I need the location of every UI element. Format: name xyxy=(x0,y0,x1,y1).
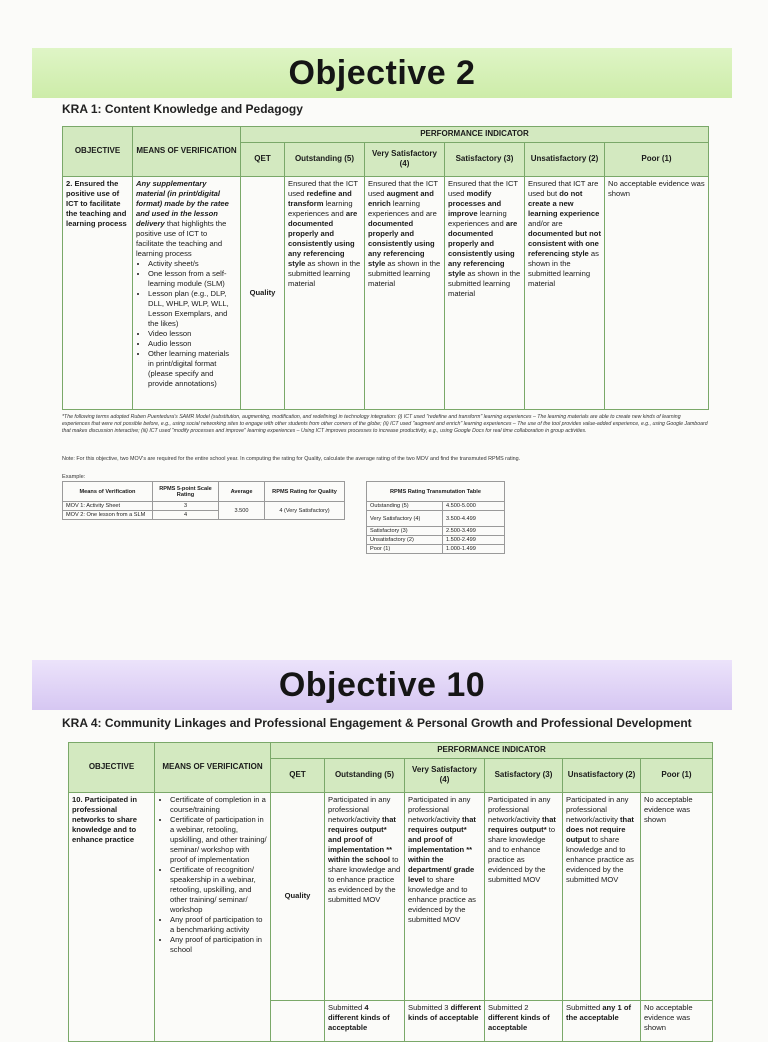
header-performance-indicator: PERFORMANCE INDICATOR xyxy=(241,127,709,143)
kra-4-heading: KRA 4: Community Linkages and Professional Engagement & Personal Growth and Professional Development xyxy=(62,716,692,730)
example-mov: MOV 2: One lesson from a SLM xyxy=(63,511,153,520)
example-header: RPMS 5-point Scale Rating xyxy=(153,482,219,502)
list-item: • Video lesson xyxy=(148,329,237,339)
transmutation-title: RPMS Rating Transmutation Table xyxy=(367,482,505,502)
cell-unsatisfactory-efficiency: Submitted any 1 of the acceptable xyxy=(563,1000,641,1041)
mov-lead-rest: that highlights the positive use of ICT to facilitate the teaching and learning process xyxy=(136,218,227,258)
transmutation-range: 2.500-3.499 xyxy=(443,527,505,536)
qet-quality: Quality xyxy=(241,176,285,409)
cell-poor: No acceptable evidence was shown xyxy=(605,176,709,409)
mov-lead: Any supplementary material (in print/digital format) made by the ratee and used in the lesson delivery xyxy=(136,178,229,228)
list-item: • One lesson from a self-learning module (SLM) xyxy=(148,269,237,289)
transmutation-label: Poor (1) xyxy=(367,545,443,554)
header-qet: QET xyxy=(241,142,285,176)
cell-outstanding: Participated in any professional network/activity that requires output* and proof of implementation ** within the school to share knowledge and to enhance practice as evidenced by the submitted MOV xyxy=(325,792,405,1000)
header-unsatisfactory: Unsatisfactory (2) xyxy=(563,758,641,792)
cell-very-satisfactory: Ensured that the ICT used augment and enrich learning experiences and are documented properly and consistently using any referencing style as shown in the submitted learning material xyxy=(365,176,445,409)
cell-poor: No acceptable evidence was shown xyxy=(641,792,713,1000)
header-satisfactory: Satisfactory (3) xyxy=(485,758,563,792)
header-outstanding: Outstanding (5) xyxy=(325,758,405,792)
means-of-verification xyxy=(155,792,271,1041)
cell-satisfactory: Ensured that the ICT used modify processes and improve learning experiences and are documented properly and consistently using any referencing style as shown in the submitted learning material xyxy=(445,176,525,409)
transmutation-label: Satisfactory (3) xyxy=(367,527,443,536)
objective-10-page xyxy=(0,660,768,1032)
objective-2-page xyxy=(0,48,768,552)
transmutation-table xyxy=(366,481,505,554)
example-quality: 4 (Very Satisfactory) xyxy=(265,502,345,520)
cell-outstanding-efficiency: Submitted 4 different kinds of acceptable xyxy=(325,1000,405,1041)
header-means: MEANS OF VERIFICATION xyxy=(155,743,271,793)
objective-2-title: Objective 2 xyxy=(288,54,476,92)
header-satisfactory: Satisfactory (3) xyxy=(445,142,525,176)
objective-text: 10. Participated in professional networks to share knowledge and to enhance practice xyxy=(69,792,155,1041)
header-poor: Poor (1) xyxy=(641,758,713,792)
header-very-satisfactory: Very Satisfactory (4) xyxy=(405,758,485,792)
qet-empty xyxy=(271,1000,325,1041)
example-header: RPMS Rating for Quality xyxy=(265,482,345,502)
objective-2-banner xyxy=(32,48,732,98)
header-objective: OBJECTIVE xyxy=(63,127,133,177)
cell-satisfactory-efficiency: Submitted 2 different kinds of acceptable xyxy=(485,1000,563,1041)
mov-list xyxy=(158,795,267,955)
header-objective: OBJECTIVE xyxy=(69,743,155,793)
means-of-verification xyxy=(133,176,241,409)
samr-footnote: *The following terms adopted Ruben Puentedura's SAMR Model (substitution, augmenting, modification, and redefining) in technology integration: (i) ICT used "redefine and transform" learning experiences – The learning materials are able to create new kinds of learning experiences that were not possible before, e.g., using social networking sites to engage with other students from other corners of the globe; (ii) ICT used "augment and enrich" learning experiences – The use of the tool provides value-added experience, e.g., using Google Jamboard that makes discussion interactive; (iii) ICT used "modify processes and improve" learning experiences – Using ICT improves processes to increase productivity, e.g., using Google Docs for real time collaboration in group activities. xyxy=(62,414,708,435)
list-item: • Any proof of participation to a benchmarking activity xyxy=(170,915,267,935)
cell-outstanding: Ensured that the ICT used redefine and transform learning experiences and are documented properly and consistently using any referencing style as shown in the submitted learning material xyxy=(285,176,365,409)
example-label: Example: xyxy=(62,474,86,480)
example-header: Means of Verification xyxy=(63,482,153,502)
kra-1-heading: KRA 1: Content Knowledge and Pedagogy xyxy=(62,102,303,116)
cell-unsatisfactory: Participated in any professional network/activity that does not require output to share knowledge and to enhance practice as evidenced by the submitted MOV xyxy=(563,792,641,1000)
example-header: Average xyxy=(219,482,265,502)
cell-very-satisfactory: Participated in any professional network/activity that requires output* and proof of implementation ** within the department/ grade level to share knowledge and to enhance practice as evidenced by the submitted MOV xyxy=(405,792,485,1000)
cell-satisfactory: Participated in any professional network/activity that requires output* to share knowledge and to enhance practice as evidenced by the submitted MOV xyxy=(485,792,563,1000)
cell-poor-efficiency: No acceptable evidence was shown xyxy=(641,1000,713,1041)
list-item: • Other learning materials in print/digital format (please specify and provide annotations) xyxy=(148,349,237,389)
transmutation-label: Unsatisfactory (2) xyxy=(367,536,443,545)
transmutation-label: Outstanding (5) xyxy=(367,502,443,511)
header-unsatisfactory: Unsatisfactory (2) xyxy=(525,142,605,176)
transmutation-range: 1.000-1.499 xyxy=(443,545,505,554)
example-mov: MOV 1: Activity Sheet xyxy=(63,502,153,511)
list-item: • Certificate of recognition/ speakership in a webinar, retooling, upskilling, and other training/ seminar/ workshop xyxy=(170,865,267,915)
list-item: • Any proof of participation in school xyxy=(170,935,267,955)
list-item: • Lesson plan (e.g., DLP, DLL, WHLP, WLP, WLL, Lesson Exemplars, and the likes) xyxy=(148,289,237,329)
list-item: • Audio lesson xyxy=(148,339,237,349)
objective-text: 2. Ensured the positive use of ICT to facilitate the teaching and learning process xyxy=(63,176,133,409)
example-rating: 4 xyxy=(153,511,219,520)
header-outstanding: Outstanding (5) xyxy=(285,142,365,176)
example-rating: 3 xyxy=(153,502,219,511)
transmutation-range: 4.500-5.000 xyxy=(443,502,505,511)
header-poor: Poor (1) xyxy=(605,142,709,176)
header-means: MEANS OF VERIFICATION xyxy=(133,127,241,177)
list-item: • Activity sheet/s xyxy=(148,259,237,269)
objective-10-banner xyxy=(32,660,732,710)
header-performance-indicator: PERFORMANCE INDICATOR xyxy=(271,743,713,759)
objective-2-note: Note: For this objective, two MOV's are required for the entire school year. In computing the rating for Quality, calculate the average rating of the two MOV and find the transmuted RPMS rating. xyxy=(62,456,521,462)
header-very-satisfactory: Very Satisfactory (4) xyxy=(365,142,445,176)
example-average: 3.500 xyxy=(219,502,265,520)
header-qet: QET xyxy=(271,758,325,792)
transmutation-range: 3.500-4.499 xyxy=(443,511,505,527)
cell-unsatisfactory: Ensured that ICT are used but do not create a new learning experience and/or are documented but not consistent with one referencing style as shown in the submitted learning material xyxy=(525,176,605,409)
mov-list xyxy=(136,259,237,389)
qet-quality: Quality xyxy=(271,792,325,1000)
objective-10-rubric-table xyxy=(68,742,713,1042)
example-table xyxy=(62,481,345,520)
list-item: • Certificate of completion in a course/training xyxy=(170,795,267,815)
transmutation-label: Very Satisfactory (4) xyxy=(367,511,443,527)
transmutation-range: 1.500-2.499 xyxy=(443,536,505,545)
list-item: • Certificate of participation in a webinar, retooling, upskilling, and other training/ seminar/ workshop with proof of implementation xyxy=(170,815,267,865)
objective-2-rubric-table xyxy=(62,126,709,410)
objective-10-title: Objective 10 xyxy=(278,666,486,704)
cell-very-satisfactory-efficiency: Submitted 3 different kinds of acceptable xyxy=(405,1000,485,1041)
